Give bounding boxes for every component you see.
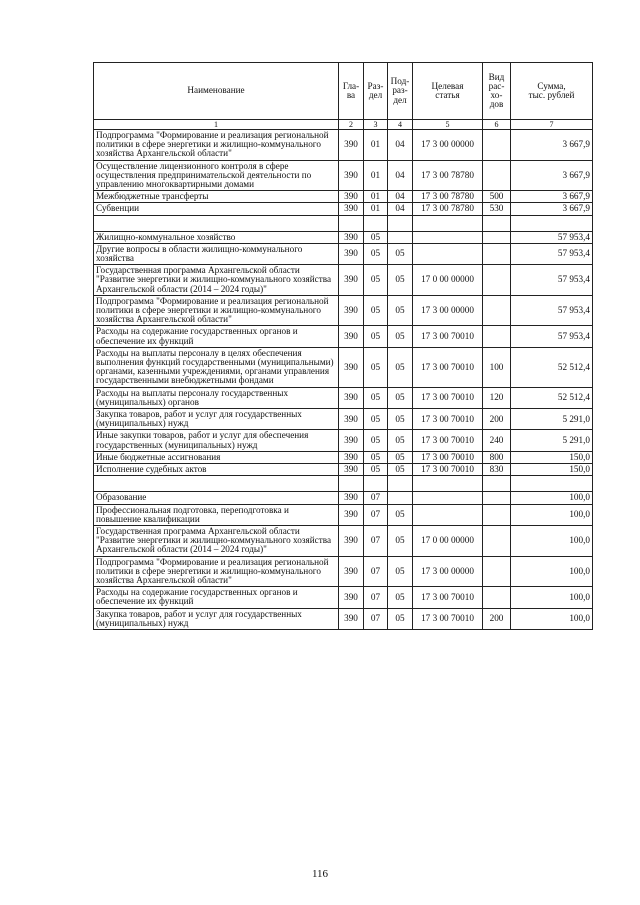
row-sum-cell: 100,0 — [511, 587, 593, 608]
row-vid-cell: 830 — [483, 464, 511, 476]
row-podrazdel-cell: 05 — [388, 243, 413, 264]
row-glava-cell: 390 — [339, 608, 364, 629]
empty-cell — [339, 476, 364, 492]
spacer-row — [94, 215, 593, 231]
row-glava-cell: 390 — [339, 504, 364, 525]
row-glava-cell: 390 — [339, 451, 364, 463]
column-number: 4 — [388, 120, 413, 130]
header-target — [413, 63, 483, 120]
empty-cell — [388, 215, 413, 231]
row-vid-cell: 200 — [483, 409, 511, 430]
row-name-cell: Осуществление лицензионного контроля в сфере осуществления предпринимательской деятельности по управлению многоквартирными домами — [94, 160, 339, 191]
header-name — [94, 63, 339, 120]
row-glava-cell: 390 — [339, 430, 364, 451]
row-sum-cell: 57 953,4 — [511, 326, 593, 347]
row-name-cell: Профессиональная подготовка, переподготовка и повышение квалификации — [94, 504, 339, 525]
row-name-cell: Государственная программа Архангельской области "Развитие энергетики и жилищно-коммунального хозяйства Архангельской области (2014 – 2024 годы)" — [94, 265, 339, 296]
table-row — [94, 492, 593, 504]
row-podrazdel-cell: 05 — [388, 556, 413, 587]
row-target-cell: 17 3 00 70010 — [413, 387, 483, 408]
row-razdel-cell: 01 — [364, 160, 388, 191]
row-target-cell — [413, 504, 483, 525]
row-target-cell — [413, 231, 483, 243]
table-row — [94, 295, 593, 326]
empty-cell — [483, 215, 511, 231]
row-target-cell — [413, 492, 483, 504]
row-target-cell: 17 3 00 78780 — [413, 160, 483, 191]
row-name-cell: Закупка товаров, работ и услуг для государственных (муниципальных) нужд — [94, 409, 339, 430]
row-sum-cell: 5 291,0 — [511, 409, 593, 430]
row-target-cell: 17 3 00 78780 — [413, 191, 483, 203]
header-sum-label: Сумма, тыс. рублей — [528, 80, 575, 100]
row-vid-cell: 530 — [483, 203, 511, 215]
row-razdel-cell: 05 — [364, 265, 388, 296]
row-name-cell: Закупка товаров, работ и услуг для государственных (муниципальных) нужд — [94, 608, 339, 629]
row-razdel-cell: 07 — [364, 525, 388, 556]
spacer-row — [94, 476, 593, 492]
table-row — [94, 430, 593, 451]
row-sum-cell: 3 667,9 — [511, 203, 593, 215]
header-target-label: Целевая статья — [431, 80, 464, 100]
row-target-cell: 17 3 00 70010 — [413, 451, 483, 463]
row-name-cell: Жилищно-коммунальное хозяйство — [94, 231, 339, 243]
row-vid-cell — [483, 130, 511, 161]
row-target-cell: 17 0 00 00000 — [413, 265, 483, 296]
row-sum-cell: 5 291,0 — [511, 430, 593, 451]
row-podrazdel-cell: 05 — [388, 295, 413, 326]
row-podrazdel-cell: 04 — [388, 160, 413, 191]
table-row — [94, 504, 593, 525]
row-glava-cell: 390 — [339, 387, 364, 408]
row-razdel-cell: 07 — [364, 608, 388, 629]
column-number: 1 — [94, 120, 339, 130]
table-row — [94, 160, 593, 191]
column-number: 2 — [339, 120, 364, 130]
row-sum-cell: 150,0 — [511, 451, 593, 463]
row-glava-cell: 390 — [339, 243, 364, 264]
table-row — [94, 587, 593, 608]
empty-cell — [413, 215, 483, 231]
column-number: 6 — [483, 120, 511, 130]
empty-cell — [388, 476, 413, 492]
row-sum-cell: 150,0 — [511, 464, 593, 476]
empty-cell — [364, 476, 388, 492]
row-sum-cell: 3 667,9 — [511, 130, 593, 161]
header-name-label: Наименование — [187, 85, 245, 96]
row-name-cell: Подпрограмма "Формирование и реализация региональной политики в сфере энергетики и жилищно-коммунального хозяйства Архангельской области" — [94, 130, 339, 161]
row-name-cell: Иные закупки товаров, работ и услуг для обеспечения государственных (муниципальных) нужд — [94, 430, 339, 451]
row-podrazdel-cell: 05 — [388, 265, 413, 296]
row-name-cell: Расходы на выплаты персоналу в целях обеспечения выполнения функций государственными (муниципальными) органами, казенными учреждениями, органами управления государственными внебюджетными фондами — [94, 347, 339, 387]
row-podrazdel-cell: 05 — [388, 326, 413, 347]
row-razdel-cell: 05 — [364, 243, 388, 264]
row-vid-cell: 240 — [483, 430, 511, 451]
row-podrazdel-cell: 05 — [388, 387, 413, 408]
row-razdel-cell: 05 — [364, 409, 388, 430]
row-vid-cell: 500 — [483, 191, 511, 203]
row-name-cell: Межбюджетные трансферты — [94, 191, 339, 203]
row-podrazdel-cell: 05 — [388, 347, 413, 387]
row-name-cell: Исполнение судебных актов — [94, 464, 339, 476]
row-sum-cell: 3 667,9 — [511, 160, 593, 191]
row-target-cell: 17 3 00 70010 — [413, 608, 483, 629]
row-vid-cell: 800 — [483, 451, 511, 463]
empty-cell — [94, 476, 339, 492]
header-razdel — [364, 63, 388, 120]
page-number: 116 — [311, 868, 329, 880]
row-glava-cell: 390 — [339, 203, 364, 215]
row-sum-cell: 52 512,4 — [511, 347, 593, 387]
column-number: 5 — [413, 120, 483, 130]
table-row — [94, 409, 593, 430]
row-name-cell: Другие вопросы в области жилищно-коммунального хозяйства — [94, 243, 339, 264]
row-vid-cell — [483, 556, 511, 587]
row-glava-cell: 390 — [339, 464, 364, 476]
empty-cell — [413, 476, 483, 492]
row-razdel-cell: 05 — [364, 430, 388, 451]
row-podrazdel-cell: 05 — [388, 525, 413, 556]
table-row — [94, 608, 593, 629]
row-name-cell: Иные бюджетные ассигнования — [94, 451, 339, 463]
row-podrazdel-cell: 04 — [388, 130, 413, 161]
table-row — [94, 464, 593, 476]
row-glava-cell: 390 — [339, 231, 364, 243]
row-glava-cell: 390 — [339, 556, 364, 587]
row-glava-cell: 390 — [339, 525, 364, 556]
empty-cell — [339, 215, 364, 231]
row-sum-cell: 57 953,4 — [511, 265, 593, 296]
header-sum — [511, 63, 593, 120]
row-podrazdel-cell: 05 — [388, 464, 413, 476]
row-target-cell: 17 3 00 70010 — [413, 409, 483, 430]
row-vid-cell — [483, 160, 511, 191]
row-podrazdel-cell — [388, 231, 413, 243]
row-target-cell: 17 3 00 70010 — [413, 430, 483, 451]
row-name-cell: Подпрограмма "Формирование и реализация региональной политики в сфере энергетики и жилищно-коммунального хозяйства Архангельской области" — [94, 295, 339, 326]
header-razdel-label: Раз- дел — [367, 80, 384, 100]
row-target-cell: 17 3 00 00000 — [413, 130, 483, 161]
row-target-cell: 17 3 00 00000 — [413, 295, 483, 326]
row-razdel-cell: 05 — [364, 387, 388, 408]
empty-cell — [483, 476, 511, 492]
row-podrazdel-cell: 04 — [388, 191, 413, 203]
header-glava-label: Гла- ва — [342, 80, 360, 100]
row-name-cell: Расходы на содержание государственных органов и обеспечение их функций — [94, 587, 339, 608]
header-vid-label: Вид рас- хо- дов — [488, 71, 505, 110]
row-razdel-cell: 01 — [364, 203, 388, 215]
row-vid-cell — [483, 265, 511, 296]
row-razdel-cell: 07 — [364, 504, 388, 525]
row-name-cell: Государственная программа Архангельской области "Развитие энергетики и жилищно-коммунального хозяйства Архангельской области (2014 – 2024 годы)" — [94, 525, 339, 556]
table-row — [94, 203, 593, 215]
row-sum-cell: 100,0 — [511, 504, 593, 525]
row-name-cell: Субвенции — [94, 203, 339, 215]
table-body — [94, 130, 593, 630]
row-sum-cell: 100,0 — [511, 608, 593, 629]
row-podrazdel-cell: 05 — [388, 504, 413, 525]
row-glava-cell: 390 — [339, 326, 364, 347]
row-vid-cell — [483, 587, 511, 608]
row-target-cell: 17 3 00 70010 — [413, 347, 483, 387]
row-vid-cell: 120 — [483, 387, 511, 408]
row-glava-cell: 390 — [339, 295, 364, 326]
row-vid-cell — [483, 492, 511, 504]
row-razdel-cell: 07 — [364, 492, 388, 504]
row-podrazdel-cell: 05 — [388, 608, 413, 629]
row-podrazdel-cell: 05 — [388, 409, 413, 430]
row-vid-cell — [483, 243, 511, 264]
header-vid — [483, 63, 511, 120]
row-podrazdel-cell: 05 — [388, 451, 413, 463]
empty-cell — [511, 476, 593, 492]
empty-cell — [511, 215, 593, 231]
row-sum-cell: 52 512,4 — [511, 387, 593, 408]
row-podrazdel-cell — [388, 492, 413, 504]
row-sum-cell: 57 953,4 — [511, 295, 593, 326]
row-sum-cell: 3 667,9 — [511, 191, 593, 203]
row-sum-cell: 57 953,4 — [511, 231, 593, 243]
table-row — [94, 347, 593, 387]
row-glava-cell: 390 — [339, 160, 364, 191]
row-vid-cell: 200 — [483, 608, 511, 629]
table-row — [94, 191, 593, 203]
row-sum-cell: 100,0 — [511, 556, 593, 587]
row-podrazdel-cell: 05 — [388, 430, 413, 451]
row-vid-cell: 100 — [483, 347, 511, 387]
row-glava-cell: 390 — [339, 587, 364, 608]
row-razdel-cell: 05 — [364, 231, 388, 243]
row-glava-cell: 390 — [339, 191, 364, 203]
row-vid-cell — [483, 504, 511, 525]
table-row — [94, 451, 593, 463]
column-number-row — [94, 120, 593, 130]
table-row — [94, 231, 593, 243]
row-razdel-cell: 05 — [364, 347, 388, 387]
row-name-cell: Расходы на выплаты персоналу государственных (муниципальных) органов — [94, 387, 339, 408]
table-row — [94, 243, 593, 264]
column-number: 3 — [364, 120, 388, 130]
row-podrazdel-cell: 05 — [388, 587, 413, 608]
row-sum-cell: 100,0 — [511, 525, 593, 556]
header-row — [94, 63, 593, 120]
row-name-cell: Подпрограмма "Формирование и реализация региональной политики в сфере энергетики и жилищно-коммунального хозяйства Архангельской области" — [94, 556, 339, 587]
table-row — [94, 556, 593, 587]
row-target-cell: 17 0 00 00000 — [413, 525, 483, 556]
row-razdel-cell: 01 — [364, 130, 388, 161]
row-razdel-cell: 07 — [364, 556, 388, 587]
empty-cell — [364, 215, 388, 231]
row-name-cell: Образование — [94, 492, 339, 504]
row-razdel-cell: 01 — [364, 191, 388, 203]
row-sum-cell: 100,0 — [511, 492, 593, 504]
row-name-cell: Расходы на содержание государственных органов и обеспечение их функций — [94, 326, 339, 347]
row-target-cell: 17 3 00 78780 — [413, 203, 483, 215]
empty-cell — [94, 215, 339, 231]
row-target-cell: 17 3 00 70010 — [413, 587, 483, 608]
row-razdel-cell: 07 — [364, 587, 388, 608]
row-razdel-cell: 05 — [364, 451, 388, 463]
header-podrazdel — [388, 63, 413, 120]
row-glava-cell: 390 — [339, 130, 364, 161]
table-row — [94, 525, 593, 556]
row-razdel-cell: 05 — [364, 295, 388, 326]
row-vid-cell — [483, 525, 511, 556]
row-target-cell — [413, 243, 483, 264]
header-glava — [339, 63, 364, 120]
row-glava-cell: 390 — [339, 265, 364, 296]
table-row — [94, 130, 593, 161]
row-sum-cell: 57 953,4 — [511, 243, 593, 264]
table-row — [94, 326, 593, 347]
row-target-cell: 17 3 00 70010 — [413, 464, 483, 476]
row-podrazdel-cell: 04 — [388, 203, 413, 215]
row-vid-cell — [483, 231, 511, 243]
table-row — [94, 265, 593, 296]
row-target-cell: 17 3 00 00000 — [413, 556, 483, 587]
column-number: 7 — [511, 120, 593, 130]
row-glava-cell: 390 — [339, 347, 364, 387]
row-glava-cell: 390 — [339, 492, 364, 504]
header-podrazdel-label: Под- раз- дел — [390, 76, 410, 105]
row-vid-cell — [483, 295, 511, 326]
budget-table — [93, 62, 593, 630]
row-razdel-cell: 05 — [364, 464, 388, 476]
row-vid-cell — [483, 326, 511, 347]
row-razdel-cell: 05 — [364, 326, 388, 347]
table-row — [94, 387, 593, 408]
row-glava-cell: 390 — [339, 409, 364, 430]
row-target-cell: 17 3 00 70010 — [413, 326, 483, 347]
